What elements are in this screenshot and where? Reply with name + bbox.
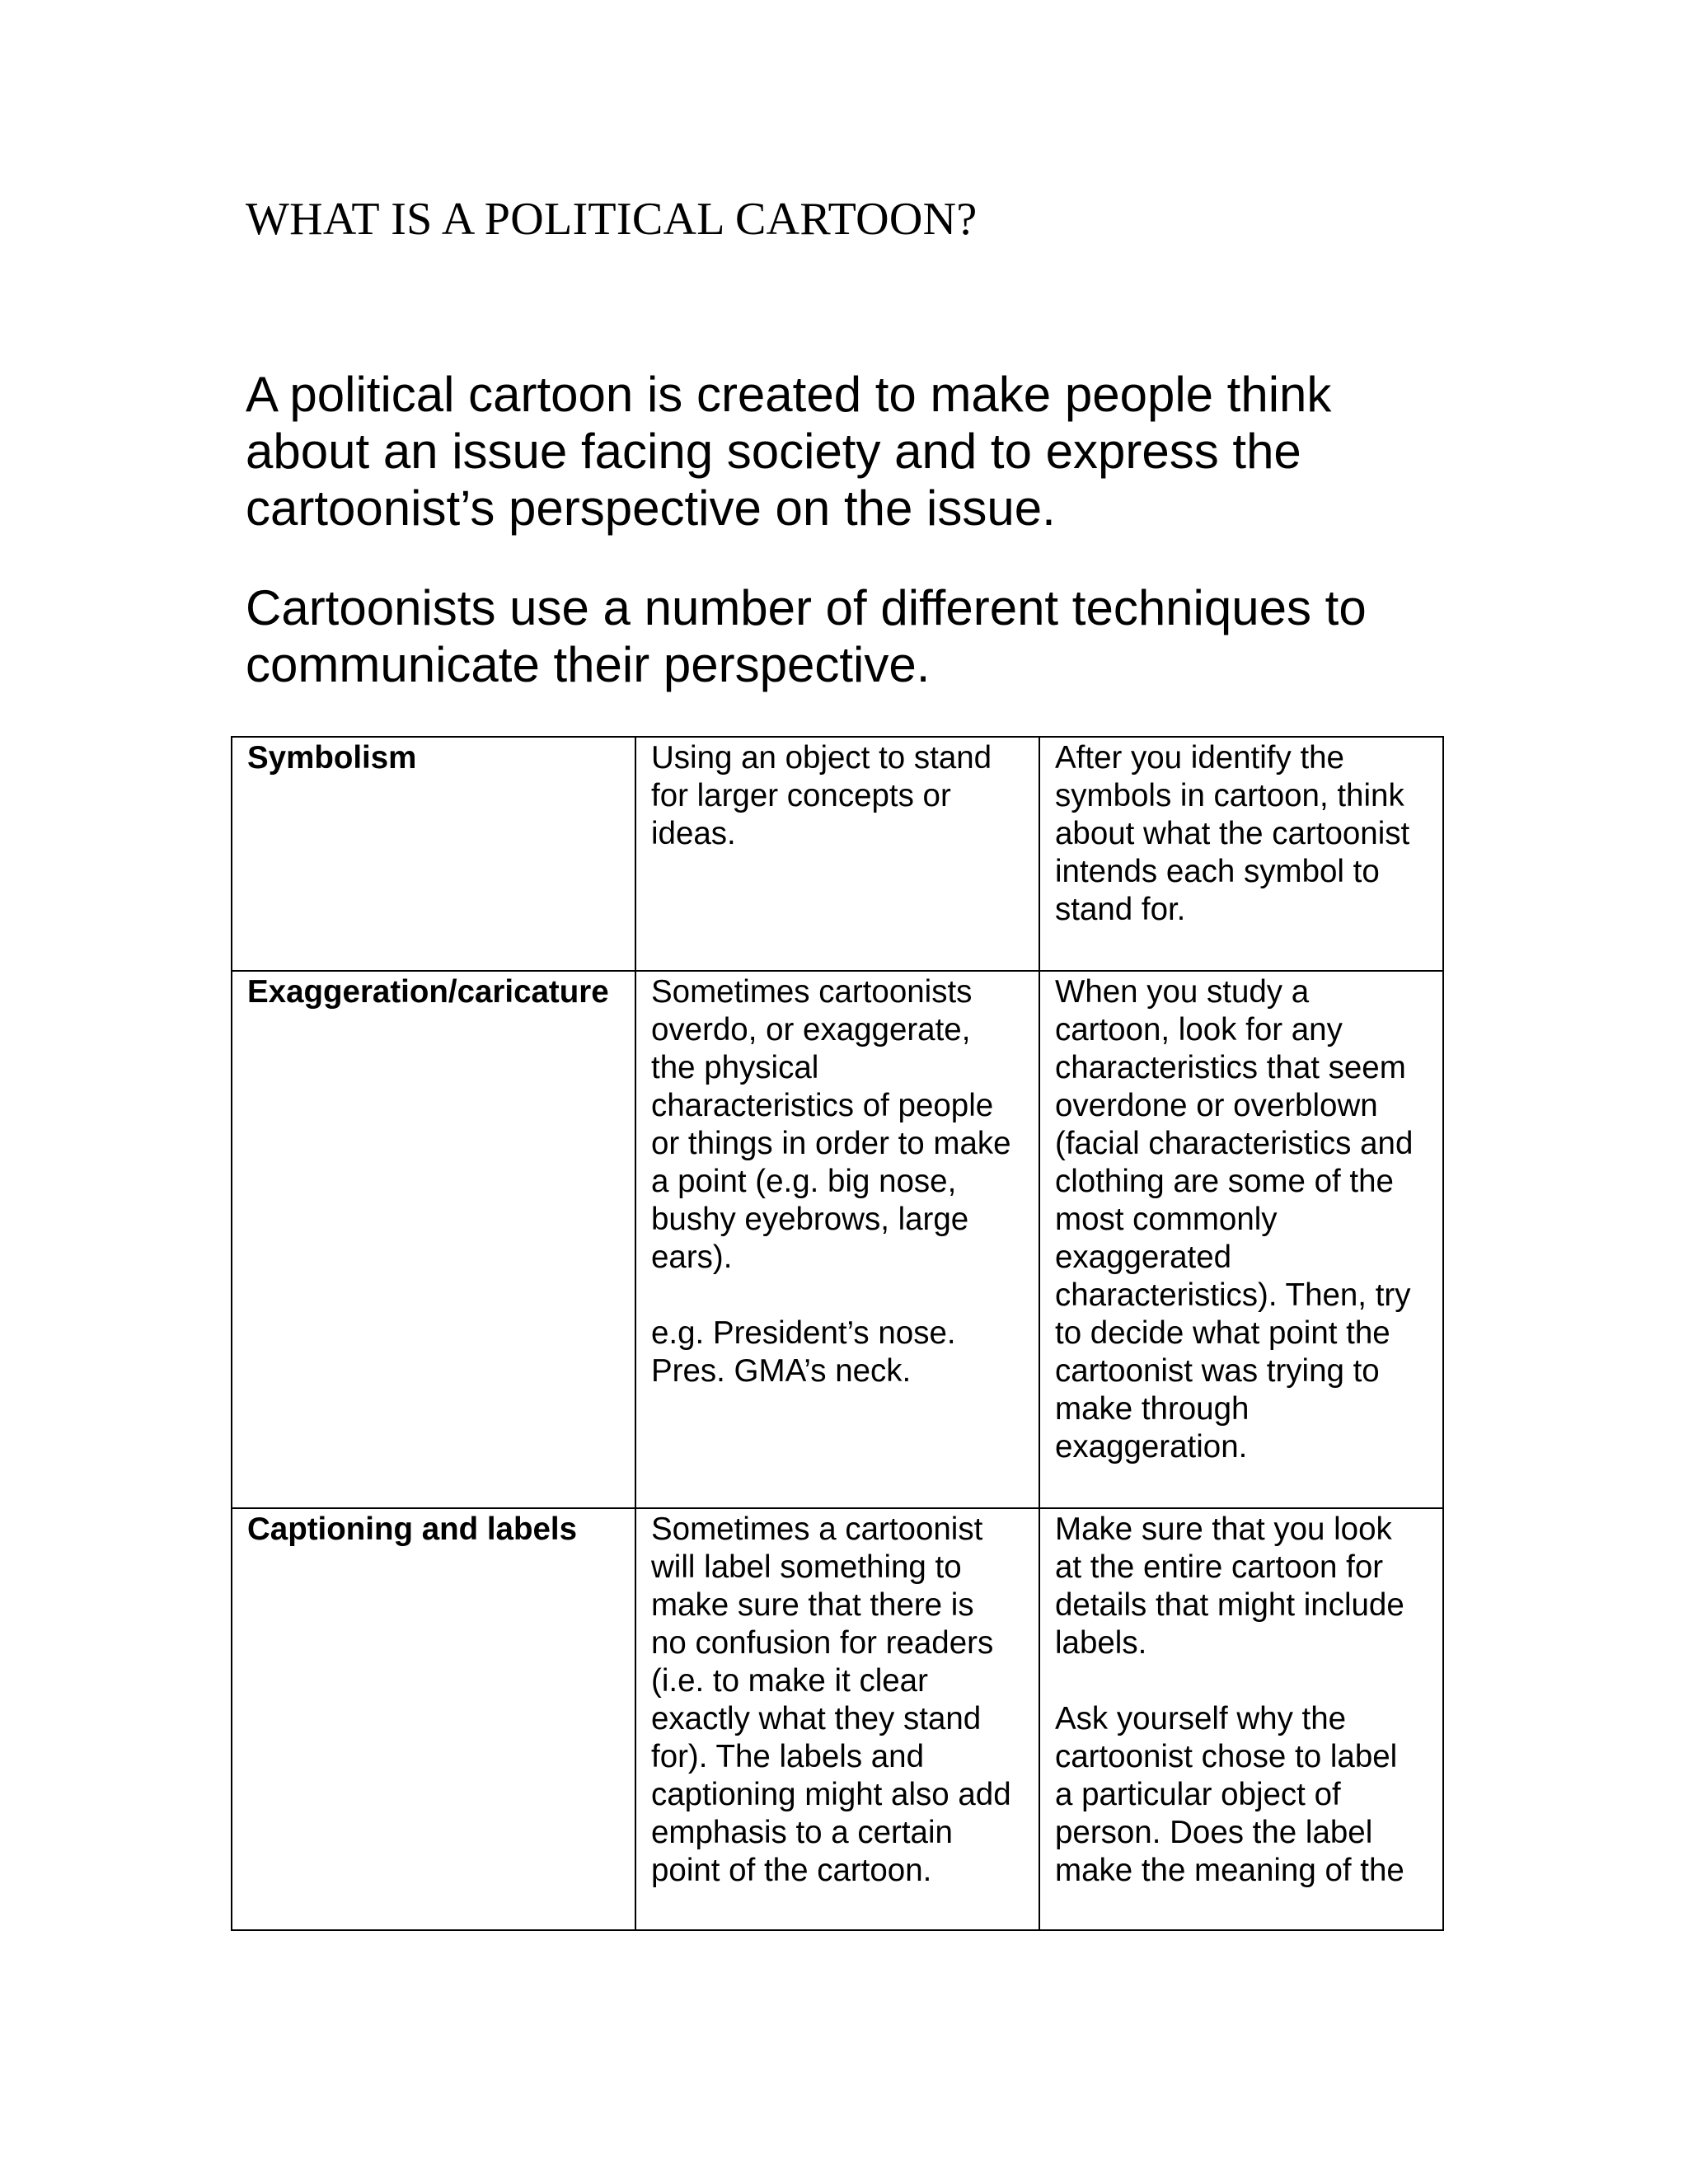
- intro-line: about an issue facing society and to express the: [246, 424, 1301, 479]
- term-label: Symbolism: [247, 740, 417, 776]
- term-cell: [232, 971, 635, 1508]
- definition-line: ears).: [651, 1240, 733, 1275]
- definition-cell: [635, 971, 1039, 1508]
- definition-line: Using an object to stand: [651, 740, 992, 776]
- table-row-exaggeration: [232, 971, 1443, 1508]
- definition-line: for). The labels and: [651, 1739, 925, 1774]
- definition-line: ideas.: [651, 816, 736, 851]
- guidance-line: stand for.: [1055, 892, 1186, 927]
- page-title: WHAT IS A POLITICAL CARTOON?: [246, 194, 978, 245]
- definition-line: exactly what they stand: [651, 1701, 982, 1736]
- definition-line: will label something to: [651, 1549, 962, 1585]
- definition-line: no confusion for readers: [651, 1625, 994, 1661]
- guidance-line: symbols in cartoon, think: [1055, 778, 1404, 813]
- guidance-line: intends each symbol to: [1055, 854, 1380, 889]
- term-label: Exaggeration/caricature: [247, 974, 609, 1010]
- guidance-line: overdone or overblown: [1055, 1088, 1378, 1123]
- intro-paragraph-techniques: [246, 579, 1367, 693]
- guidance-line: Ask yourself why the: [1055, 1701, 1347, 1736]
- guidance-line: labels.: [1055, 1625, 1147, 1661]
- guidance-line: exaggeration.: [1055, 1429, 1248, 1465]
- definition-line: the physical: [651, 1050, 819, 1085]
- definition-line: overdo, or exaggerate,: [651, 1012, 971, 1047]
- term-label: Captioning and labels: [247, 1511, 578, 1547]
- guidance-line: When you study a: [1055, 974, 1310, 1010]
- definition-line: for larger concepts or: [651, 778, 951, 813]
- guidance-line: details that might include: [1055, 1587, 1404, 1623]
- guidance-line: characteristics). Then, try: [1055, 1277, 1411, 1313]
- guidance-line: characteristics that seem: [1055, 1050, 1406, 1085]
- guidance-line: a particular object of: [1055, 1777, 1341, 1812]
- guidance-cell: [1039, 737, 1443, 971]
- definition-line: Sometimes a cartoonist: [651, 1511, 983, 1547]
- guidance-line: about what the cartoonist: [1055, 816, 1410, 851]
- definition-line: make sure that there is: [651, 1587, 974, 1623]
- guidance-line: (facial characteristics and: [1055, 1126, 1414, 1161]
- definition-cell: [635, 1508, 1039, 1930]
- definition-line: or things in order to make: [651, 1126, 1011, 1161]
- intro-line: cartoonist’s perspective on the issue.: [246, 480, 1056, 536]
- term-cell: [232, 1508, 635, 1930]
- definition-line: a point (e.g. big nose,: [651, 1164, 957, 1199]
- guidance-line: to decide what point the: [1055, 1315, 1390, 1351]
- intro-paragraph-definition: [246, 366, 1331, 537]
- intro-line: Cartoonists use a number of different techniques to: [246, 580, 1367, 635]
- definition-cell: [635, 737, 1039, 971]
- example-line: Pres. GMA’s neck.: [651, 1353, 912, 1389]
- paragraph-gap: [651, 1277, 1032, 1315]
- guidance-line: After you identify the: [1055, 740, 1344, 776]
- intro-line: communicate their perspective.: [246, 637, 931, 692]
- definition-line: captioning might also add: [651, 1777, 1011, 1812]
- guidance-line: cartoonist was trying to: [1055, 1353, 1380, 1389]
- guidance-line: exaggerated: [1055, 1240, 1232, 1275]
- guidance-line: at the entire cartoon for: [1055, 1549, 1384, 1585]
- table-row-symbolism: [232, 737, 1443, 971]
- definition-line: point of the cartoon.: [651, 1853, 932, 1888]
- table-row-captioning: [232, 1508, 1443, 1930]
- guidance-line: Make sure that you look: [1055, 1511, 1392, 1547]
- intro-line: A political cartoon is created to make people think: [246, 367, 1332, 422]
- guidance-line: cartoonist chose to label: [1055, 1739, 1398, 1774]
- guidance-cell: [1039, 1508, 1443, 1930]
- guidance-cell: [1039, 971, 1443, 1508]
- definition-line: Sometimes cartoonists: [651, 974, 973, 1010]
- definition-line: emphasis to a certain: [651, 1815, 953, 1850]
- guidance-line: cartoon, look for any: [1055, 1012, 1343, 1047]
- guidance-line: make through: [1055, 1391, 1250, 1427]
- definition-line: (i.e. to make it clear: [651, 1663, 928, 1699]
- definition-line: characteristics of people: [651, 1088, 994, 1123]
- example-line: e.g. President’s nose.: [651, 1315, 956, 1351]
- paragraph-gap: [1055, 1662, 1436, 1700]
- guidance-line: clothing are some of the: [1055, 1164, 1394, 1199]
- techniques-table: [231, 736, 1444, 1931]
- guidance-line: make the meaning of the: [1055, 1853, 1404, 1888]
- term-cell: [232, 737, 635, 971]
- definition-line: bushy eyebrows, large: [651, 1202, 969, 1237]
- guidance-line: most commonly: [1055, 1202, 1278, 1237]
- guidance-line: person. Does the label: [1055, 1815, 1373, 1850]
